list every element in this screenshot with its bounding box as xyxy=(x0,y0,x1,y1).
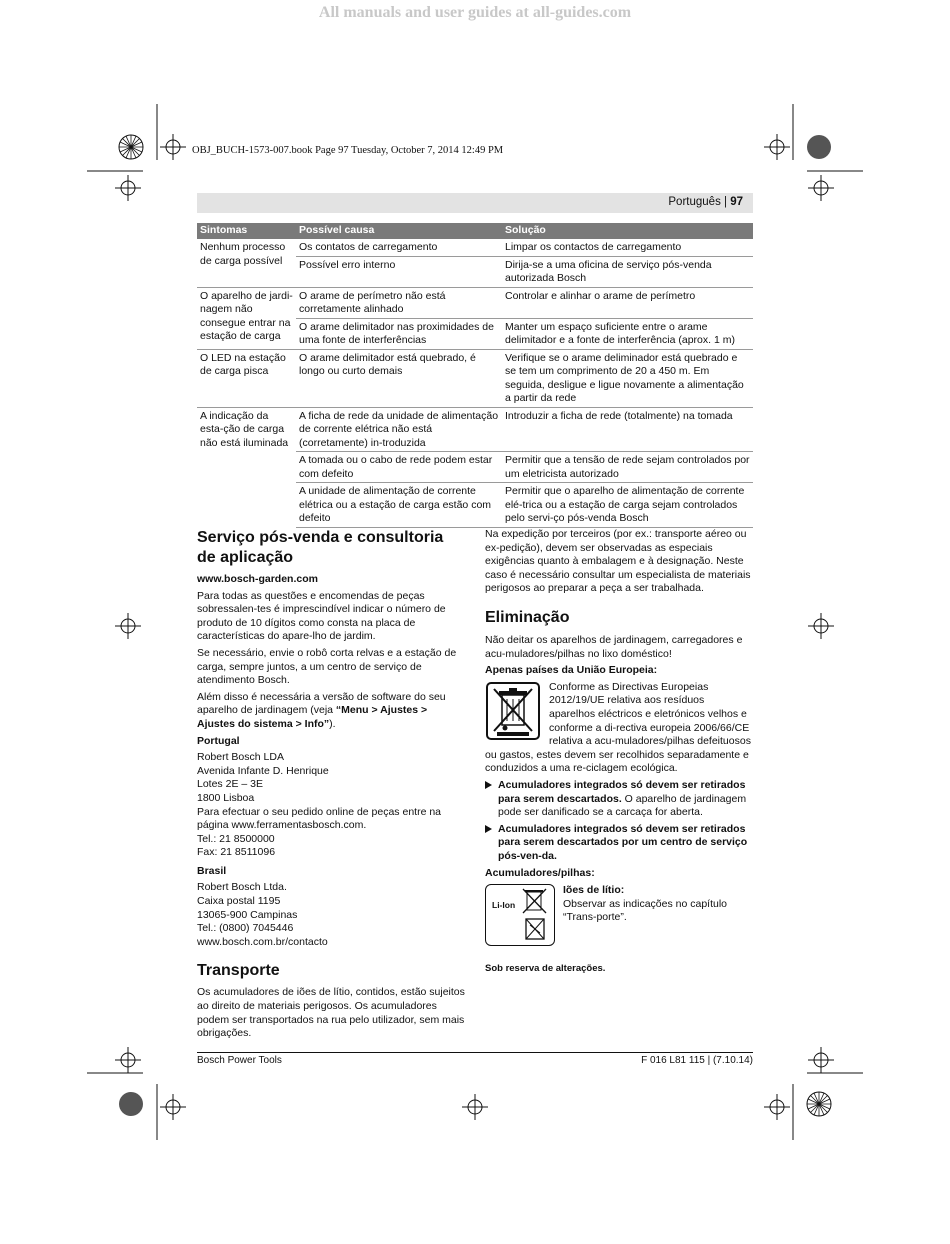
liion-icon-label: Li-Ion xyxy=(492,900,516,911)
bullet-bold-text: Acumuladores integrados só devem ser retirados para serem descartados. xyxy=(498,778,746,805)
crossed-out-battery-bin-icon xyxy=(520,887,550,943)
service-paragraph: Se necessário, envie o robô corta relvas e a estação de carga, sempre juntos, a um centro de serviço de atendimento Bosch. xyxy=(197,646,457,687)
address-line: 13065-900 Campinas xyxy=(197,908,298,921)
address-line: Robert Bosch LDA xyxy=(197,751,284,764)
brasil-heading: Brasil xyxy=(197,864,227,877)
column-header-solution: Solução xyxy=(502,223,753,239)
address-line: Tel.: (0800) 7045446 xyxy=(197,922,294,935)
address-line: 1800 Lisboa xyxy=(197,791,255,804)
address-line: Lotes 2E – 3E xyxy=(197,778,263,791)
disposal-heading: Eliminação xyxy=(485,608,570,626)
symptom-cell: O LED na estação de carga pisca xyxy=(197,349,296,407)
bullet-item xyxy=(485,823,753,864)
transport-paragraph-continued: Na expedição por terceiros (por ex.: transporte aéreo ou ex-pedição), devem ser observadas as especiais exigências quanto à embalagem e à designação. Neste caso é necessário consultar um especialista de materiais perigosos ao preparar a peça a ser trabalhada. xyxy=(485,528,751,595)
service-heading: Serviço pós-venda e consultoria de aplicação xyxy=(197,529,444,566)
text-run: Além disso é necessária a versão de software do seu aparelho de jardinagem (veja xyxy=(197,690,446,717)
crossed-out-bin-icon xyxy=(485,681,541,741)
solution-cell: Permitir que o aparelho de alimentação de corrente elé-trica ou a estação de carga sejam controlados pelo servi-ço pós-venda Bosch xyxy=(502,483,753,528)
table-row xyxy=(197,239,753,256)
bullet-arrow-icon xyxy=(485,781,492,789)
cause-cell: A ficha de rede da unidade de alimentação de corrente elétrica não está (corretamente) in-troduzida xyxy=(296,407,502,452)
column-header-cause: Possível causa xyxy=(296,223,502,239)
liion-block xyxy=(485,884,753,946)
portugal-heading: Portugal xyxy=(197,734,240,747)
table-header-row xyxy=(197,223,753,239)
address-line: www.bosch.com.br/contacto xyxy=(197,935,328,948)
reserve-note: Sob reserva de alterações. xyxy=(485,963,606,975)
solution-cell: Permitir que a tensão de rede sejam controlados por um eletricista autorizado xyxy=(502,452,753,483)
symptom-cell: A indicação da esta-ção de carga não está iluminada xyxy=(197,407,296,527)
eu-paragraph: Conforme as Directivas Europeias 2012/19/UE relativa aos resíduos aparelhos eléctricos e eletrónicos velhos e conforme a di-rectiva europeia 2006/66/CE relativa a acu-muladores/pilhas defeituosos ou gastos, estes devem ser recolhidos separadamente e conduzidos a uma re-ciclagem ecológica. xyxy=(485,680,751,775)
address-line: Tel.: 21 8500000 xyxy=(197,832,275,845)
table-row xyxy=(197,407,753,452)
solution-cell: Verifique se o arame deliminador está quebrado e se tem um comprimento de 20 a 450 m. Em seguida, desligue e ligue novamente a alimentação a partir da rede xyxy=(502,349,753,407)
right-column xyxy=(485,528,753,979)
solution-cell: Dirija-se a uma oficina de serviço pós-venda autorizada Bosch xyxy=(502,256,753,287)
symptom-cell: O aparelho de jardi-nagem não consegue entrar na estação de carga xyxy=(197,287,296,349)
bullet-text: O aparelho de jardinagem pode ser danificado se a carcaça for aberta. xyxy=(498,792,747,819)
solution-cell: Manter um espaço suficiente entre o arame delimitador e a fonte de interferência (aprox. 1 m) xyxy=(502,318,753,349)
bullet-bold-text: Acumuladores integrados só devem ser retirados para serem descartados por um centro de serviço pós-ven-da. xyxy=(498,822,748,862)
column-header-symptoms: Sintomas xyxy=(197,223,296,239)
batteries-heading: Acumuladores/pilhas: xyxy=(485,867,595,880)
table-row xyxy=(197,349,753,407)
symptom-cell: Nenhum processo de carga possível xyxy=(200,241,286,267)
solution-cell: Introduzir a ficha de rede (totalmente) na tomada xyxy=(502,407,753,452)
address-line: Fax: 21 8511096 xyxy=(197,846,276,859)
service-paragraph: Para todas as questões e encomendas de peças sobressalen-tes é imprescindível indicar o número de produto de 10 dígitos como consta na placa de características do apare-lho de jardim. xyxy=(197,589,446,643)
footer-divider xyxy=(197,1052,753,1053)
disposal-paragraph: Não deitar os aparelhos de jardinagem, carregadores e acu-muladores/pilhas no lixo doméstico! xyxy=(485,633,743,660)
bullet-arrow-icon xyxy=(485,825,492,833)
footer-left: Bosch Power Tools xyxy=(197,1055,282,1066)
portugal-address xyxy=(197,751,465,860)
liion-recycling-symbol xyxy=(485,884,555,946)
address-line: Robert Bosch Ltda. xyxy=(197,881,287,894)
liion-paragraph: Observar as indicações no capítulo “Trans-porte”. xyxy=(563,897,728,924)
bullet-item xyxy=(485,779,753,820)
watermark-text: All manuals and user guides at all-guides.com xyxy=(318,4,632,21)
cause-cell: O arame de perímetro não está corretamente alinhado xyxy=(296,287,502,318)
page-header-label xyxy=(668,196,743,208)
address-line: Para efectuar o seu pedido online de peças entre na página www.ferramentasbosch.com. xyxy=(197,805,442,832)
footer-right: F 016 L81 115 | (7.10.14) xyxy=(641,1055,753,1066)
page-number: 97 xyxy=(730,196,743,208)
cause-cell: A tomada ou o cabo de rede podem estar com defeito xyxy=(296,452,502,483)
solution-cell: Controlar e alinhar o arame de perímetro xyxy=(502,287,753,318)
liion-heading: Iões de lítio: xyxy=(563,884,625,897)
cause-cell: A unidade de alimentação de corrente elétrica ou a estação de carga estão com defeito xyxy=(296,483,502,528)
eu-block xyxy=(485,681,753,776)
book-info-line: OBJ_BUCH-1573-007.book Page 97 Tuesday, October 7, 2014 12:49 PM xyxy=(192,145,504,156)
address-line: Avenida Infante D. Henrique xyxy=(197,764,329,777)
transport-heading: Transporte xyxy=(197,962,280,980)
troubleshooting-table xyxy=(197,223,753,528)
text-run: ). xyxy=(329,717,336,730)
brasil-address xyxy=(197,881,465,949)
cause-cell: Possível erro interno xyxy=(296,256,502,287)
service-paragraph xyxy=(197,691,465,732)
cause-cell: Os contatos de carregamento xyxy=(299,241,438,253)
transport-paragraph: Os acumuladores de iões de lítio, contidos, estão sujeitos ao direito de materiais perigosos. Os acumuladores podem ser transportados na rua pelo utilizador, sem mais obrigações. xyxy=(197,986,465,1040)
address-line: Caixa postal 1195 xyxy=(197,895,281,908)
language-label: Português | xyxy=(668,196,731,208)
service-website: www.bosch-garden.com xyxy=(197,573,318,585)
left-column xyxy=(197,528,465,1044)
table-row xyxy=(197,287,753,318)
menu-path: “Menu > Ajustes > Ajustes do sistema > Info” xyxy=(197,704,428,730)
solution-cell: Limpar os contactos de carregamento xyxy=(505,241,682,253)
page-header-bar xyxy=(197,193,753,213)
cause-cell: O arame delimitador nas proximidades de uma fonte de interferências xyxy=(296,318,502,349)
eu-heading: Apenas países da União Europeia: xyxy=(485,664,658,677)
cause-cell: O arame delimitador está quebrado, é longo ou curto demais xyxy=(296,349,502,407)
